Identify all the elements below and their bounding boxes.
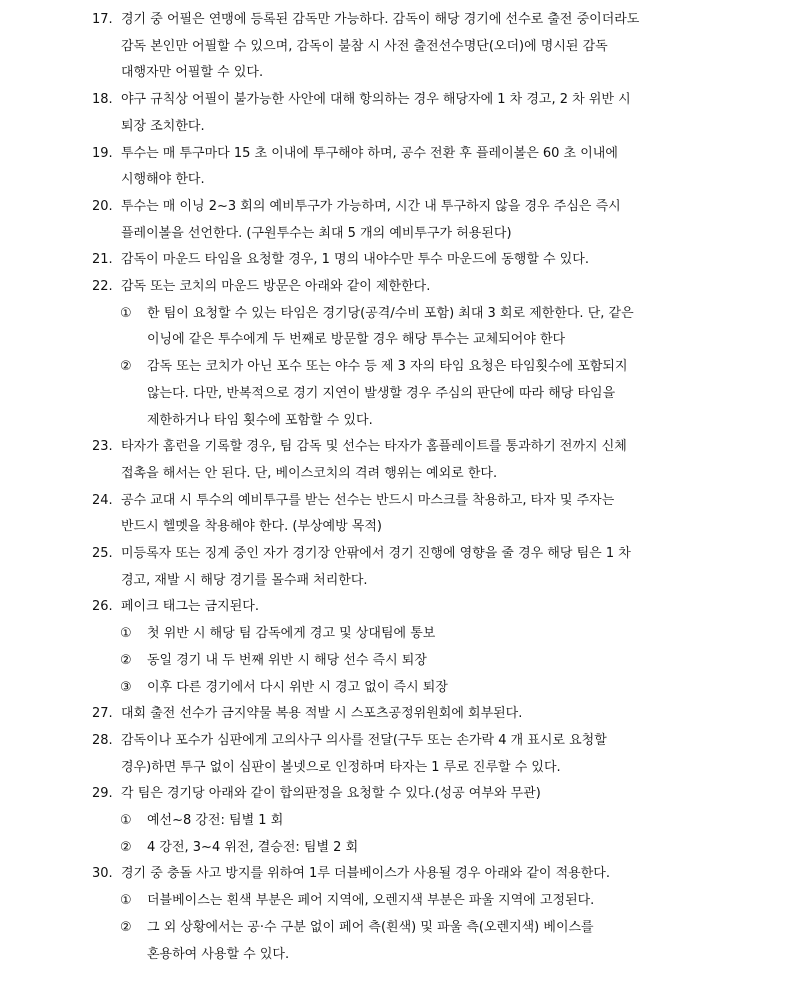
rule-item bbox=[0, 705, 793, 723]
rule-text: 미등록자 또는 징계 중인 자가 경기장 안팎에서 경기 진행에 영향을 줄 경우 해당 팀은 1 차 bbox=[121, 546, 631, 561]
rule-text: 타자가 홈런을 기록할 경우, 팀 감독 및 선수는 타자가 홈플레이트를 통과하기 전까지 신체 bbox=[121, 439, 627, 454]
sub-item bbox=[0, 812, 793, 830]
rule-text: 플레이볼을 선언한다. (구원투수는 최대 5 개의 예비투구가 허용된다) bbox=[121, 226, 512, 241]
rule-text: 접촉을 해서는 안 된다. 단, 베이스코치의 격려 행위는 예외로 한다. bbox=[121, 466, 498, 481]
sub-item-marker: ① bbox=[120, 626, 132, 641]
rule-text: 투수는 매 투구마다 15 초 이내에 투구해야 하며, 공수 전환 후 플레이볼은 60 초 이내에 bbox=[121, 146, 618, 161]
rule-text: 야구 규칙상 어필이 불가능한 사안에 대해 항의하는 경우 해당자에 1 차 경고, 2 차 위반 시 bbox=[121, 92, 631, 107]
rule-item bbox=[0, 545, 793, 563]
rule-continuation bbox=[0, 118, 793, 136]
rule-item bbox=[0, 598, 793, 616]
sub-item-marker: ③ bbox=[120, 680, 132, 695]
sub-item-text: 않는다. 다만, 반복적으로 경기 지연이 발생할 경우 주심의 판단에 따라 해당 타임을 bbox=[147, 386, 616, 401]
sub-continuation bbox=[0, 412, 793, 430]
rule-continuation bbox=[0, 518, 793, 536]
sub-item-marker: ② bbox=[120, 920, 132, 935]
rule-continuation bbox=[0, 171, 793, 189]
sub-item-text: 감독 또는 코치가 아닌 포수 또는 야수 등 제 3 자의 타임 요청은 타임횟수에 포함되지 bbox=[147, 359, 628, 374]
sub-item-text: 이후 다른 경기에서 다시 위반 시 경고 없이 즉시 퇴장 bbox=[147, 680, 448, 695]
rule-text: 경기 중 충돌 사고 방지를 위하여 1루 더블베이스가 사용될 경우 아래와 같이 적용한다. bbox=[121, 866, 610, 881]
rule-text: 페이크 태그는 금지된다. bbox=[121, 599, 259, 614]
rule-text: 대회 출전 선수가 금지약물 복용 적발 시 스포츠공정위원회에 회부된다. bbox=[121, 706, 523, 721]
sub-item-text: 제한하거나 타임 횟수에 포함할 수 있다. bbox=[147, 413, 373, 428]
rule-text: 경기 중 어필은 연맹에 등록된 감독만 가능하다. 감독이 해당 경기에 선수로 출전 중이더라도 bbox=[121, 12, 640, 27]
rule-number: 22. bbox=[92, 279, 113, 294]
rule-item bbox=[0, 91, 793, 109]
rule-number: 18. bbox=[92, 92, 113, 107]
sub-item-marker: ② bbox=[120, 653, 132, 668]
sub-item-marker: ① bbox=[120, 813, 132, 828]
rule-number: 27. bbox=[92, 706, 113, 721]
rule-text: 반드시 헬멧을 착용해야 한다. (부상예방 목적) bbox=[121, 519, 382, 534]
rule-number: 29. bbox=[92, 786, 113, 801]
rule-text: 경고, 재발 시 해당 경기를 몰수패 처리한다. bbox=[121, 573, 368, 588]
rule-number: 26. bbox=[92, 599, 113, 614]
sub-item-text: 혼용하여 사용할 수 있다. bbox=[147, 947, 290, 962]
sub-item-text: 첫 위반 시 해당 팀 감독에게 경고 및 상대팀에 통보 bbox=[147, 626, 436, 641]
sub-item-text: 더블베이스는 흰색 부분은 페어 지역에, 오렌지색 부분은 파울 지역에 고정된다. bbox=[147, 893, 595, 908]
rule-item bbox=[0, 198, 793, 216]
sub-item-text: 4 강전, 3~4 위전, 결승전: 팀별 2 회 bbox=[147, 840, 359, 855]
rule-item bbox=[0, 145, 793, 163]
sub-continuation bbox=[0, 385, 793, 403]
sub-item bbox=[0, 919, 793, 937]
rule-item bbox=[0, 438, 793, 456]
rule-number: 17. bbox=[92, 12, 113, 27]
sub-item bbox=[0, 625, 793, 643]
rule-number: 28. bbox=[92, 733, 113, 748]
sub-item bbox=[0, 652, 793, 670]
rule-number: 21. bbox=[92, 252, 113, 267]
sub-item-marker: ② bbox=[120, 840, 132, 855]
rule-item bbox=[0, 251, 793, 269]
sub-item bbox=[0, 892, 793, 910]
sub-item bbox=[0, 358, 793, 376]
rule-text: 공수 교대 시 투수의 예비투구를 받는 선수는 반드시 마스크를 착용하고, 타자 및 주자는 bbox=[121, 493, 615, 508]
rule-item bbox=[0, 11, 793, 29]
rule-continuation bbox=[0, 64, 793, 82]
rule-item bbox=[0, 785, 793, 803]
sub-item-text: 이닝에 같은 투수에게 두 번째로 방문할 경우 해당 투수는 교체되어야 한다 bbox=[147, 332, 566, 347]
rule-text: 각 팀은 경기당 아래와 같이 합의판정을 요청할 수 있다.(성공 여부와 무관) bbox=[121, 786, 541, 801]
rule-number: 23. bbox=[92, 439, 113, 454]
sub-item-marker: ① bbox=[120, 306, 132, 321]
rule-text: 퇴장 조치한다. bbox=[121, 119, 205, 134]
rule-text: 감독이나 포수가 심판에게 고의사구 의사를 전달(구두 또는 손가락 4 개 표시로 요청할 bbox=[121, 733, 607, 748]
sub-continuation bbox=[0, 331, 793, 349]
rule-number: 19. bbox=[92, 146, 113, 161]
rule-text: 감독이 마운드 타임을 요청할 경우, 1 명의 내야수만 투수 마운드에 동행할 수 있다. bbox=[121, 252, 589, 267]
rule-text: 대행자만 어필할 수 있다. bbox=[121, 65, 264, 80]
sub-item-marker: ② bbox=[120, 359, 132, 374]
rule-continuation bbox=[0, 759, 793, 777]
rule-item bbox=[0, 732, 793, 750]
sub-item-text: 동일 경기 내 두 번째 위반 시 해당 선수 즉시 퇴장 bbox=[147, 653, 427, 668]
rule-number: 30. bbox=[92, 866, 113, 881]
rule-item bbox=[0, 865, 793, 883]
rule-continuation bbox=[0, 465, 793, 483]
rule-number: 25. bbox=[92, 546, 113, 561]
rule-text: 시행해야 한다. bbox=[121, 172, 205, 187]
rule-text: 감독 본인만 어필할 수 있으며, 감독이 불참 시 사전 출전선수명단(오더)에 명시된 감독 bbox=[121, 39, 608, 54]
sub-item-text: 예선~8 강전: 팀별 1 회 bbox=[147, 813, 284, 828]
sub-item bbox=[0, 839, 793, 857]
rule-text: 경우)하면 투구 없이 심판이 볼넷으로 인정하며 타자는 1 루로 진루할 수 있다. bbox=[121, 760, 561, 775]
sub-item bbox=[0, 305, 793, 323]
sub-continuation bbox=[0, 946, 793, 964]
rule-item bbox=[0, 278, 793, 296]
rule-text: 투수는 매 이닝 2~3 회의 예비투구가 가능하며, 시간 내 투구하지 않을 경우 주심은 즉시 bbox=[121, 199, 621, 214]
sub-item-marker: ① bbox=[120, 893, 132, 908]
rule-text: 감독 또는 코치의 마운드 방문은 아래와 같이 제한한다. bbox=[121, 279, 431, 294]
rule-number: 20. bbox=[92, 199, 113, 214]
rule-continuation bbox=[0, 572, 793, 590]
sub-item-text: 그 외 상황에서는 공·수 구분 없이 페어 측(흰색) 및 파울 측(오렌지색) 베이스를 bbox=[147, 920, 594, 935]
sub-item bbox=[0, 679, 793, 697]
rule-number: 24. bbox=[92, 493, 113, 508]
rule-continuation bbox=[0, 38, 793, 56]
sub-item-text: 한 팀이 요청할 수 있는 타임은 경기당(공격/수비 포함) 최대 3 회로 제한한다. 단, 같은 bbox=[147, 306, 634, 321]
rule-continuation bbox=[0, 225, 793, 243]
rule-item bbox=[0, 492, 793, 510]
